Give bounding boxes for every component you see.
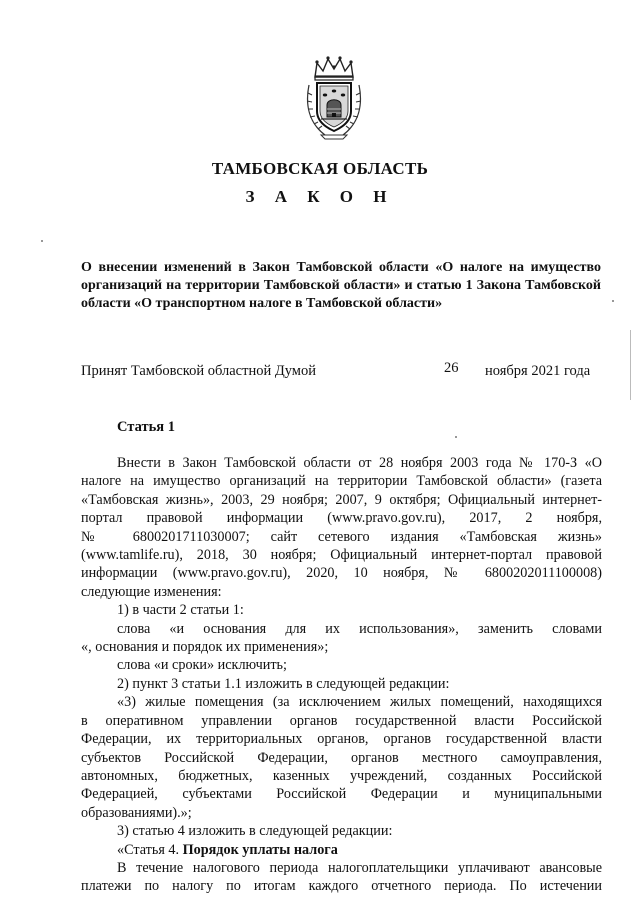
coat-of-arms-emblem: [303, 55, 365, 141]
scan-speck: [41, 240, 43, 242]
scan-speck: [455, 436, 457, 438]
item-2-text: образованиями).»;: [81, 804, 192, 821]
item-2: 2) пункт 3 статьи 1.1 изложить в следующей редакции:: [117, 675, 450, 692]
item-1-text: слова «и сроки» исключить;: [117, 657, 287, 674]
adoption-day: 26: [444, 360, 459, 376]
law-title: О внесении изменений в Закон Тамбовской области «О налоге на имущество организаций на территории Тамбовской области» и статью 1 Закона Тамбовской области «О транспортном налоге в Тамбовской области»: [81, 260, 601, 311]
body-line: Внести в Закон Тамбовской области от 28 ноября 2003 года № 170-З «О: [117, 455, 602, 471]
body-line: (www.tamlife.ru), 2018, 30 ноября; Официальный интернет-портал правовой: [81, 547, 602, 564]
body-line: налоге на имущество организаций на территории Тамбовской области» (газета: [81, 473, 602, 490]
item-3-heading-bold: Порядок уплаты налога: [182, 841, 338, 858]
body-line: «Тамбовская жизнь», 2003, 29 ноября; 2007, 9 октября; Официальный интернет-: [81, 491, 602, 508]
body-line: информации (www.pravo.gov.ru), 2020, 10 ноября, № 6800202011100008): [81, 565, 602, 582]
item-2-text: субъектов Российской Федерации, органов местного самоуправления,: [81, 749, 602, 766]
body-line: следующие изменения:: [81, 583, 222, 600]
item-1: 1) в части 2 статьи 1:: [117, 602, 244, 619]
adoption-date: ноября 2021 года: [485, 363, 591, 379]
adoption-label: Принят Тамбовской областной Думой: [81, 363, 316, 379]
item-2-text: Федерации, их территориальных органов, органов государственной власти: [81, 731, 602, 748]
article-body: [81, 454, 602, 896]
item-2-text: автономных, бюджетных, казенных учреждений, созданных Российской: [81, 767, 602, 784]
item-2-text: «3) жилые помещения (за исключением жилых помещений, находящихся: [117, 694, 602, 711]
item-2-text: Федерацией, субъектами Российской Федерации и муниципальными: [81, 786, 602, 803]
scan-speck: [612, 300, 614, 302]
item-3: 3) статью 4 изложить в следующей редакции:: [117, 823, 393, 840]
region-heading: ТАМБОВСКАЯ ОБЛАСТЬ: [211, 159, 429, 178]
item-2-text: в оперативном управлении органов государственной власти Российской: [81, 712, 602, 729]
item-3-heading-prefix: «Статья 4.: [117, 841, 183, 858]
item-3-text: В течение налогового периода налогоплательщики уплачивают авансовые: [117, 859, 602, 876]
body-line: портал правовой информации (www.pravo.gov.ru), 2017, 2 ноября,: [81, 510, 602, 527]
article-heading: Статья 1: [117, 419, 175, 435]
item-3-heading: [81, 841, 602, 859]
law-heading: З А К О Н: [245, 187, 395, 206]
body-line: № 6800201711030007; сайт сетевого издания «Тамбовская жизнь»: [81, 528, 602, 545]
scan-edge-line: [630, 330, 631, 400]
item-1-text: «, основания и порядок их применения»;: [81, 639, 329, 656]
item-3-text: платежи по налогу по итогам каждого отчетного периода. По истечении: [81, 878, 602, 895]
item-1-text: слова «и основания для их использования», заменить словами: [117, 620, 602, 637]
